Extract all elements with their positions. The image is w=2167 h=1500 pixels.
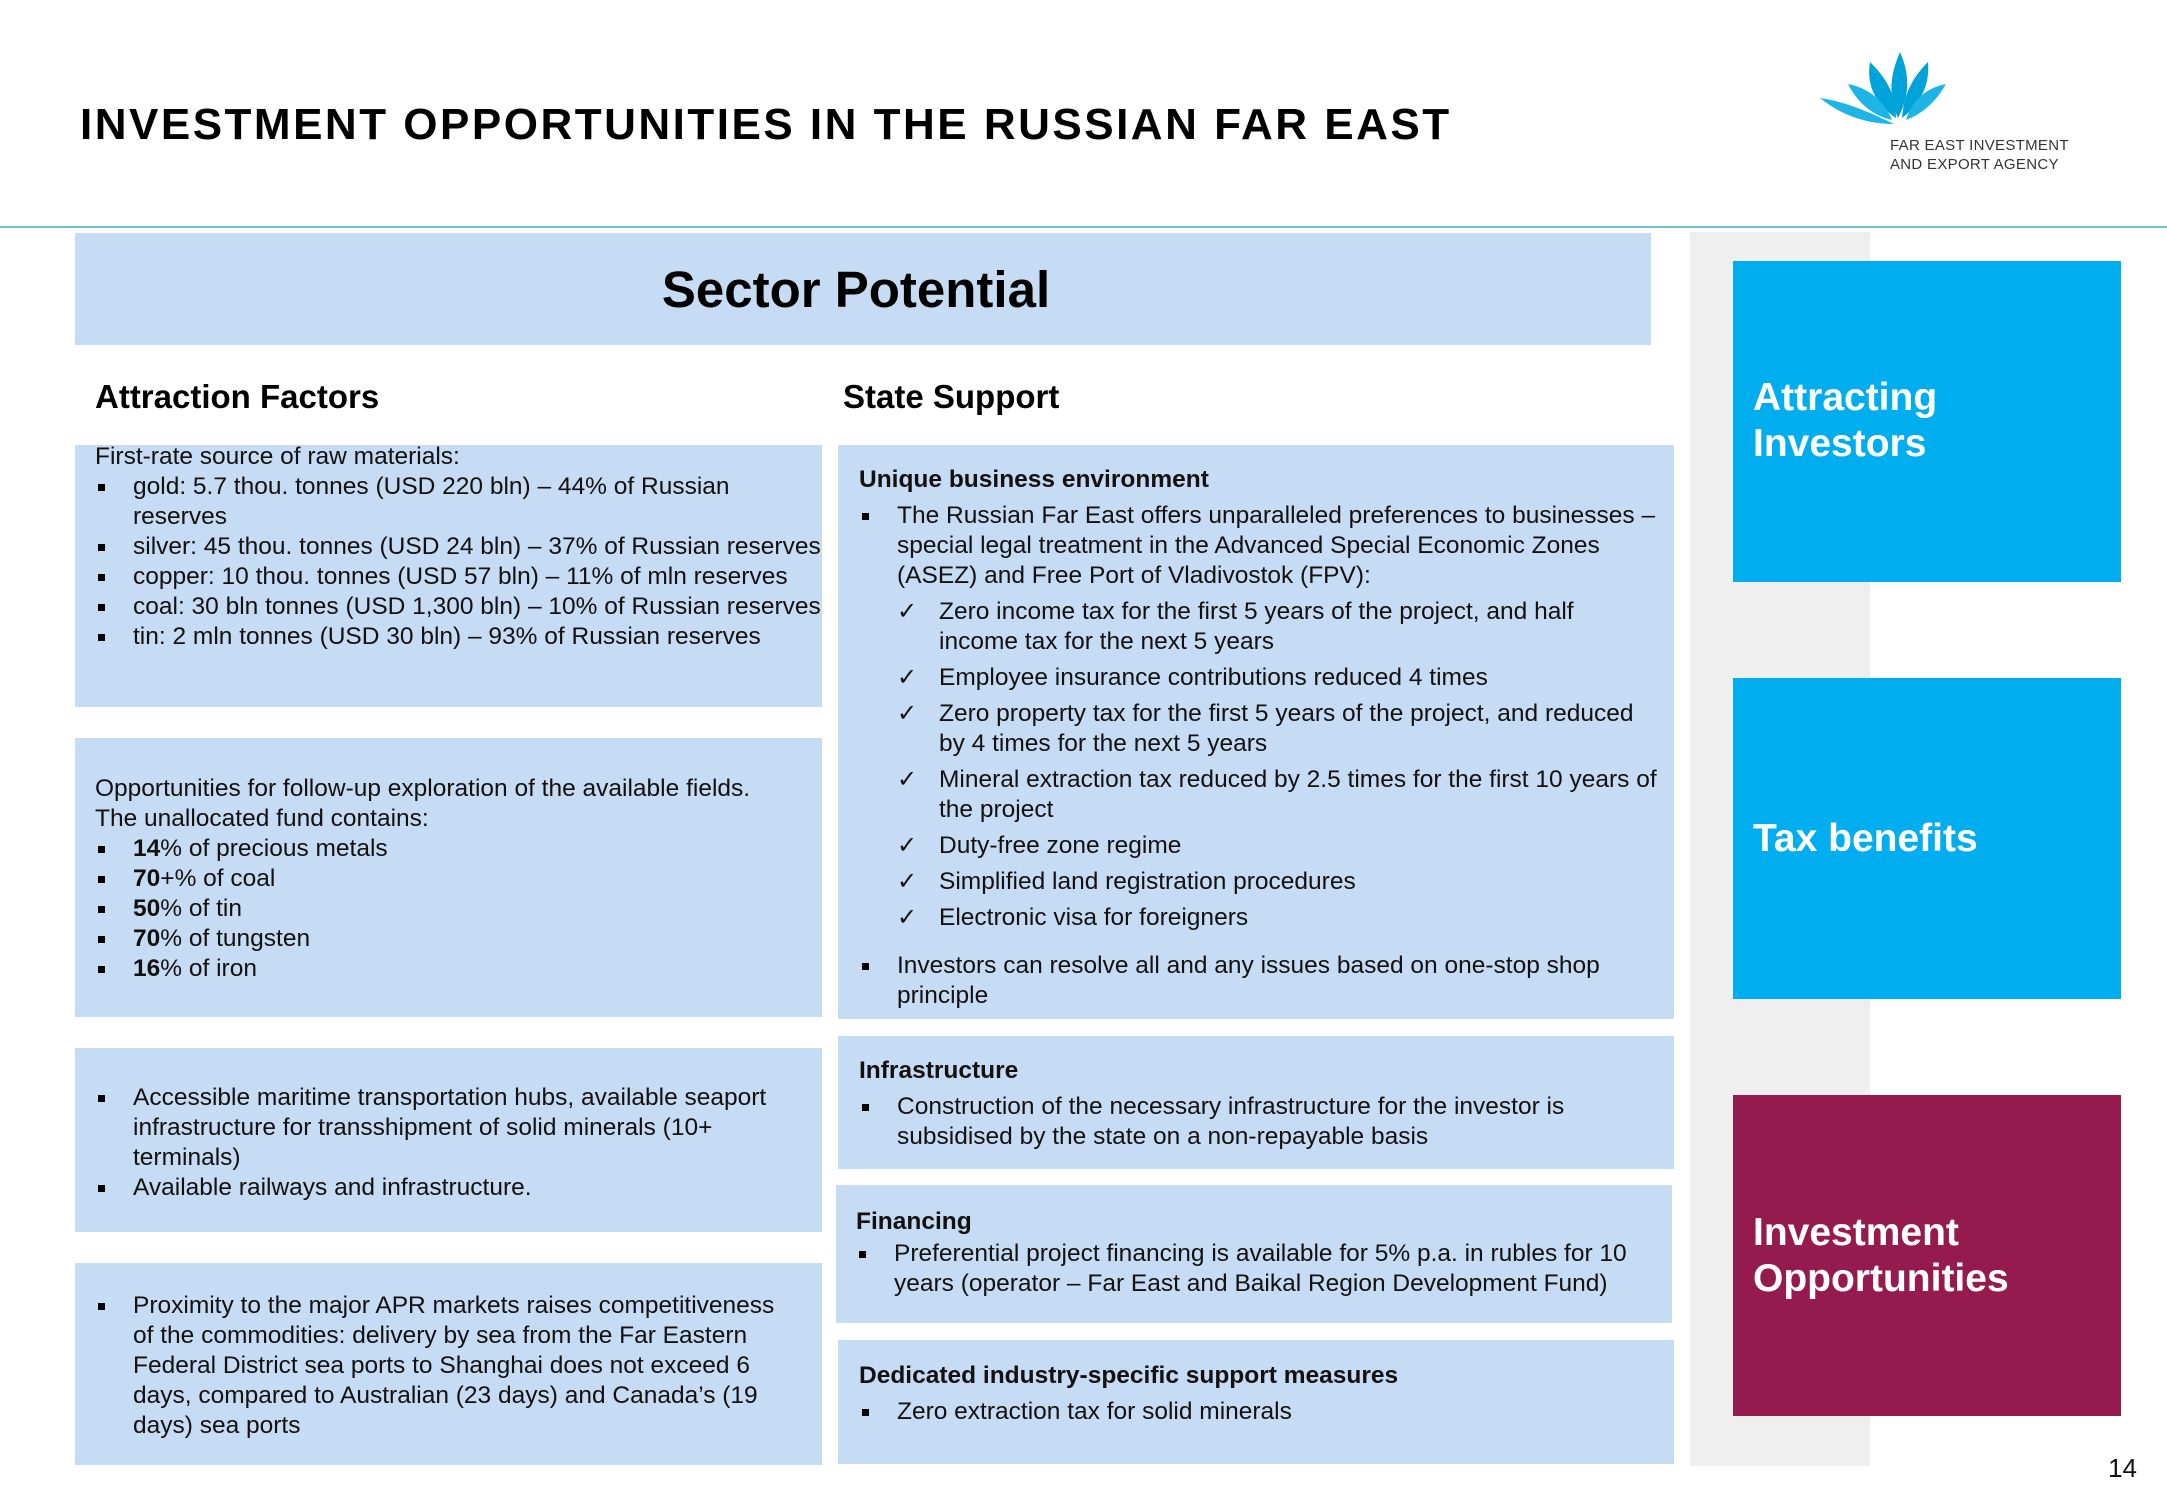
checkmark-icon: ✓ bbox=[897, 598, 918, 625]
check-item: ✓ Duty-free zone regime bbox=[897, 832, 1182, 859]
financing-title: Financing bbox=[856, 1208, 972, 1235]
list-item: Construction of the necessary infrastructure for the investor is subsidised by the state on a non-repayable basis bbox=[859, 1092, 1649, 1152]
list-item: 70% of tungsten bbox=[95, 924, 810, 954]
list-item: The Russian Far East offers unparalleled preferences to businesses – special legal treatment in the Advanced Special Economic Zones (ASEZ) and Free Port of Vladivostok (FPV): bbox=[859, 501, 1659, 591]
check-item: ✓ Simplified land registration procedures bbox=[897, 868, 1356, 895]
page-number: 14 bbox=[2108, 1453, 2137, 1483]
checkmark-icon: ✓ bbox=[897, 664, 918, 691]
check-item: ✓ Zero property tax for the first 5 years of the project, and reduced by 4 times for the next 5 years bbox=[897, 700, 1634, 757]
check-item: ✓ Employee insurance contributions reduced 4 times bbox=[897, 664, 1488, 691]
financing-text bbox=[856, 1207, 1656, 1299]
dedicated-text bbox=[859, 1361, 1659, 1427]
infrastructure-text bbox=[859, 1056, 1649, 1152]
sector-title: Sector Potential bbox=[661, 260, 1051, 318]
sector-banner bbox=[75, 233, 1651, 345]
list-item: Investors can resolve all and any issues based on one-stop shop principle bbox=[859, 951, 1659, 1011]
business-env-text bbox=[859, 465, 1659, 1011]
attraction-heading: Attraction Factors bbox=[95, 378, 380, 415]
investment-opportunities-label: Investment Opportunities bbox=[1753, 1211, 2009, 1300]
list-item: 50% of tin bbox=[95, 894, 810, 924]
checkmark-icon: ✓ bbox=[897, 766, 918, 793]
list-item: gold: 5.7 thou. tonnes (USD 220 bln) – 44% of Russian reserves bbox=[95, 472, 825, 532]
list-item: Preferential project financing is available for 5% p.a. in rubles for 10 years (operator – Far East and Baikal Region Development Fund) bbox=[856, 1239, 1656, 1299]
attracting-investors-label: Attracting Investors bbox=[1753, 376, 1938, 465]
exploration-intro-2: The unallocated fund contains: bbox=[95, 805, 429, 832]
dedicated-title: Dedicated industry-specific support measures bbox=[859, 1362, 1399, 1389]
check-item: ✓ Electronic visa for foreigners bbox=[897, 904, 1249, 931]
checkmark-icon: ✓ bbox=[897, 832, 918, 859]
raw-materials-intro: First-rate source of raw materials: bbox=[95, 443, 460, 470]
state-heading: State Support bbox=[843, 378, 1060, 415]
check-item: ✓ Zero income tax for the first 5 years of the project, and half income tax for the next 5 years bbox=[897, 598, 1574, 655]
transport-text bbox=[95, 1083, 795, 1203]
page-title: INVESTMENT OPPORTUNITIES IN THE RUSSIAN FAR EAST bbox=[80, 100, 1452, 149]
list-item: coal: 30 bln tonnes (USD 1,300 bln) – 10% of Russian reserves bbox=[95, 592, 825, 622]
exploration-intro: Opportunities for follow-up exploration of the available fields. bbox=[95, 775, 751, 802]
list-item: 70+% of coal bbox=[95, 864, 810, 894]
logo-text-line2: AND EXPORT AGENCY bbox=[1890, 156, 2059, 173]
list-item: copper: 10 thou. tonnes (USD 57 bln) – 11% of mln reserves bbox=[95, 562, 825, 592]
list-item: Zero extraction tax for solid minerals bbox=[859, 1397, 1659, 1427]
tax-benefits-box bbox=[1733, 678, 2121, 999]
proximity-text bbox=[95, 1291, 795, 1441]
business-env-title: Unique business environment bbox=[859, 466, 1209, 493]
checkmark-icon: ✓ bbox=[897, 868, 918, 895]
header-divider bbox=[0, 226, 2167, 228]
checkmark-icon: ✓ bbox=[897, 700, 918, 727]
checkmark-icon: ✓ bbox=[897, 904, 918, 931]
exploration-text bbox=[95, 774, 810, 984]
lotus-icon bbox=[1818, 40, 1978, 136]
investment-opportunities-box bbox=[1733, 1095, 2121, 1416]
logo-text-line1: FAR EAST INVESTMENT bbox=[1890, 137, 2069, 154]
list-item: 16% of iron bbox=[95, 954, 810, 984]
list-item: silver: 45 thou. tonnes (USD 24 bln) – 37% of Russian reserves bbox=[95, 532, 825, 562]
infrastructure-title: Infrastructure bbox=[859, 1057, 1019, 1084]
list-item: Available railways and infrastructure. bbox=[95, 1173, 795, 1203]
list-item: tin: 2 mln tonnes (USD 30 bln) – 93% of Russian reserves bbox=[95, 622, 825, 652]
agency-logo bbox=[1818, 40, 2078, 180]
tax-benefits-label: Tax benefits bbox=[1753, 817, 1978, 860]
check-item: ✓ Mineral extraction tax reduced by 2.5 times for the first 10 years of the project bbox=[897, 766, 1657, 823]
list-item: 14% of precious metals bbox=[95, 834, 810, 864]
list-item: Accessible maritime transportation hubs, available seaport infrastructure for transshipment of solid minerals (10+ terminals) bbox=[95, 1083, 795, 1173]
attracting-investors-box bbox=[1733, 261, 2121, 582]
list-item: Proximity to the major APR markets raises competitiveness of the commodities: delivery by sea from the Far Eastern Federal District sea ports to Shanghai does not exceed 6 days, compared to Australian (23 days) and Canada’s (19 days) sea ports bbox=[95, 1291, 795, 1441]
raw-materials-text bbox=[95, 442, 825, 652]
